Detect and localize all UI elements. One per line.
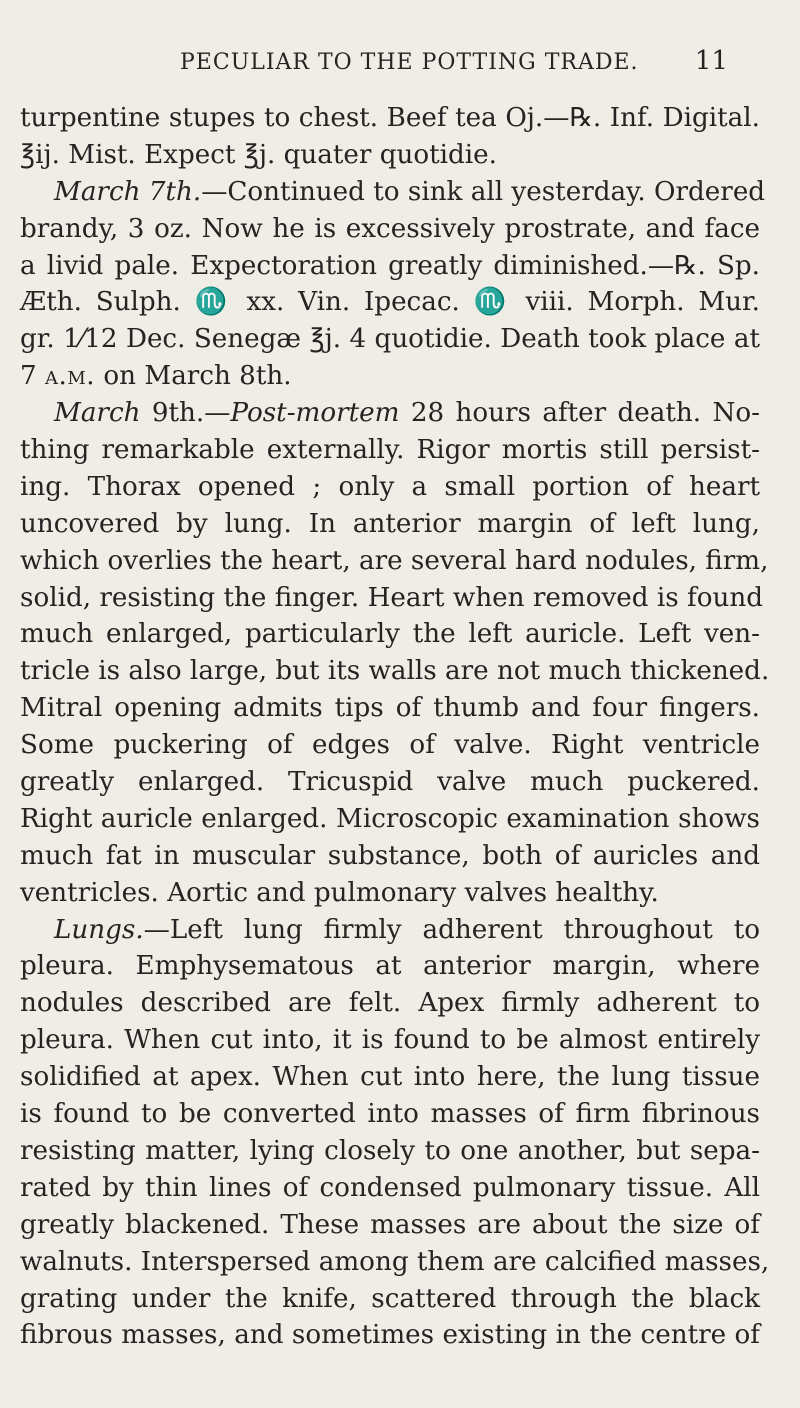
text-line-content — [20, 653, 770, 690]
text-segment: is found to be converted into masses of firm fibrinous — [20, 1099, 760, 1130]
text-line — [20, 395, 780, 432]
text-line — [20, 1059, 780, 1096]
text-segment: —Left lung firmly adherent throughout to — [143, 914, 760, 945]
text-segment: a livid pale. Expectoration greatly diminished.—℞. Sp. — [20, 250, 760, 281]
text-line-content — [20, 248, 760, 285]
text-line — [20, 801, 780, 838]
text-segment: turpentine stupes to chest. Beef tea Oj.—℞. Inf. Digital. — [20, 103, 760, 133]
body-text — [20, 100, 780, 1354]
text-line — [20, 653, 780, 690]
text-line — [20, 284, 780, 321]
text-line-content — [20, 912, 760, 949]
text-segment: a.m. — [45, 361, 96, 392]
text-line-content — [20, 838, 760, 875]
text-line-content — [20, 137, 760, 174]
text-line-content — [20, 764, 760, 801]
text-line — [20, 1170, 780, 1207]
text-segment: pleura. When cut into, it is found to be almost entirely — [20, 1025, 760, 1056]
text-segment: ventricles. Aortic and pulmonary valves healthy. — [20, 877, 659, 908]
text-line — [20, 321, 780, 358]
text-segment: gr. 1⁄12 Dec. Senegæ ℥j. 4 quotidie. Death took place at — [20, 324, 760, 355]
page-number: 11 — [694, 46, 728, 76]
text-line — [20, 764, 780, 801]
text-line — [20, 432, 780, 469]
text-line-content — [20, 1207, 760, 1244]
text-line-content — [20, 284, 760, 321]
text-line-content — [20, 727, 760, 764]
text-segment: —Continued to sink all yesterday. Ordered — [201, 176, 766, 207]
text-line-content — [20, 469, 760, 506]
text-segment: 28 hours after death. No- — [399, 398, 760, 429]
text-segment: walnuts. Interspersed among them are calcified masses, — [20, 1246, 770, 1277]
text-segment: rated by thin lines of condensed pulmonary tissue. All — [20, 1172, 760, 1203]
text-segment: 9th.— — [140, 398, 231, 429]
text-line — [20, 727, 780, 764]
text-line-content — [20, 875, 760, 912]
text-segment: Æth. Sulph. ♏ xx. Vin. Ipecac. ♏ viii. Morph. Mur. — [20, 287, 760, 318]
text-line — [20, 690, 780, 727]
text-segment: which overlies the heart, are several hard nodules, firm, — [20, 545, 769, 576]
text-line-content — [20, 211, 760, 248]
text-line-content — [20, 1244, 770, 1281]
text-segment: greatly enlarged. Tricuspid valve much puckered. — [20, 767, 760, 798]
text-line-content — [20, 174, 766, 211]
text-line — [20, 616, 780, 653]
text-segment: Post-mortem — [230, 398, 400, 429]
running-head — [0, 46, 800, 84]
text-line-content — [20, 100, 760, 137]
text-line — [20, 1244, 780, 1281]
text-line — [20, 1133, 780, 1170]
text-line — [20, 543, 780, 580]
text-segment: Right auricle enlarged. Microscopic examination shows — [20, 803, 760, 834]
text-segment: March 7th. — [54, 176, 202, 207]
text-line-content — [20, 321, 760, 358]
text-segment: tricle is also large, but its walls are not much thickened. — [20, 656, 770, 687]
text-segment: thing remarkable externally. Rigor mortis still persist- — [20, 435, 760, 466]
text-segment: on March 8th. — [95, 361, 292, 392]
text-line-content — [20, 1096, 760, 1133]
text-line — [20, 100, 780, 137]
text-line — [20, 948, 780, 985]
text-line-content — [20, 1317, 760, 1354]
text-segment: solidified at apex. When cut into here, the lung tissue — [20, 1062, 760, 1093]
text-segment: Mitral opening admits tips of thumb and four fingers. — [20, 693, 760, 724]
text-line-content — [20, 580, 763, 617]
text-line — [20, 838, 780, 875]
text-line-content — [20, 543, 769, 580]
text-segment: greatly blackened. These masses are about the size of — [20, 1209, 760, 1240]
text-line — [20, 1022, 780, 1059]
text-line-content — [20, 616, 760, 653]
text-segment: brandy, 3 oz. Now he is excessively prostrate, and face — [20, 213, 760, 244]
text-line-content — [20, 1022, 760, 1059]
text-line — [20, 580, 780, 617]
text-line — [20, 912, 780, 949]
text-segment: much fat in muscular substance, both of auricles and — [20, 840, 760, 871]
text-line-content — [20, 1059, 760, 1096]
text-segment: resisting matter, lying closely to one another, but sepa- — [20, 1135, 760, 1166]
text-line — [20, 506, 780, 543]
text-segment: ℥ij. Mist. Expect ℥j. quater quotidie. — [20, 139, 497, 170]
text-line-content — [20, 1281, 760, 1318]
text-segment: ing. Thorax opened ; only a small portion of heart — [20, 471, 760, 502]
text-segment: March — [54, 398, 141, 429]
text-line-content — [20, 948, 760, 985]
text-segment: uncovered by lung. In anterior margin of left lung, — [20, 508, 760, 539]
text-line-content — [20, 690, 760, 727]
text-line-content — [20, 1133, 760, 1170]
text-segment: Some puckering of edges of valve. Right ventricle — [20, 730, 760, 761]
text-line — [20, 1207, 780, 1244]
text-line-content — [20, 432, 760, 469]
text-segment: Lungs. — [54, 914, 144, 945]
text-line — [20, 211, 780, 248]
text-line — [20, 985, 780, 1022]
text-line-content — [20, 395, 760, 432]
text-segment: grating under the knife, scattered through the black — [20, 1283, 760, 1314]
text-line-content — [20, 358, 760, 395]
text-line — [20, 174, 780, 211]
text-line-content — [20, 1170, 760, 1207]
text-line-content — [20, 801, 760, 838]
text-segment: 7 — [20, 361, 45, 392]
text-line — [20, 137, 780, 174]
text-line — [20, 358, 780, 395]
text-line — [20, 248, 780, 285]
running-title: PECULIAR TO THE POTTING TRADE. — [180, 50, 639, 75]
text-segment: pleura. Emphysematous at anterior margin, where — [20, 951, 760, 982]
text-segment: fibrous masses, and sometimes existing in the centre of — [20, 1320, 760, 1351]
text-line — [20, 469, 780, 506]
text-segment: much enlarged, particularly the left auricle. Left ven- — [20, 619, 760, 650]
text-segment: solid, resisting the finger. Heart when removed is found — [20, 582, 763, 613]
text-segment: nodules described are felt. Apex firmly adherent to — [20, 988, 760, 1019]
text-line — [20, 1317, 780, 1354]
text-line — [20, 1281, 780, 1318]
text-line-content — [20, 985, 760, 1022]
text-line — [20, 1096, 780, 1133]
text-line-content — [20, 506, 760, 543]
text-line — [20, 875, 780, 912]
